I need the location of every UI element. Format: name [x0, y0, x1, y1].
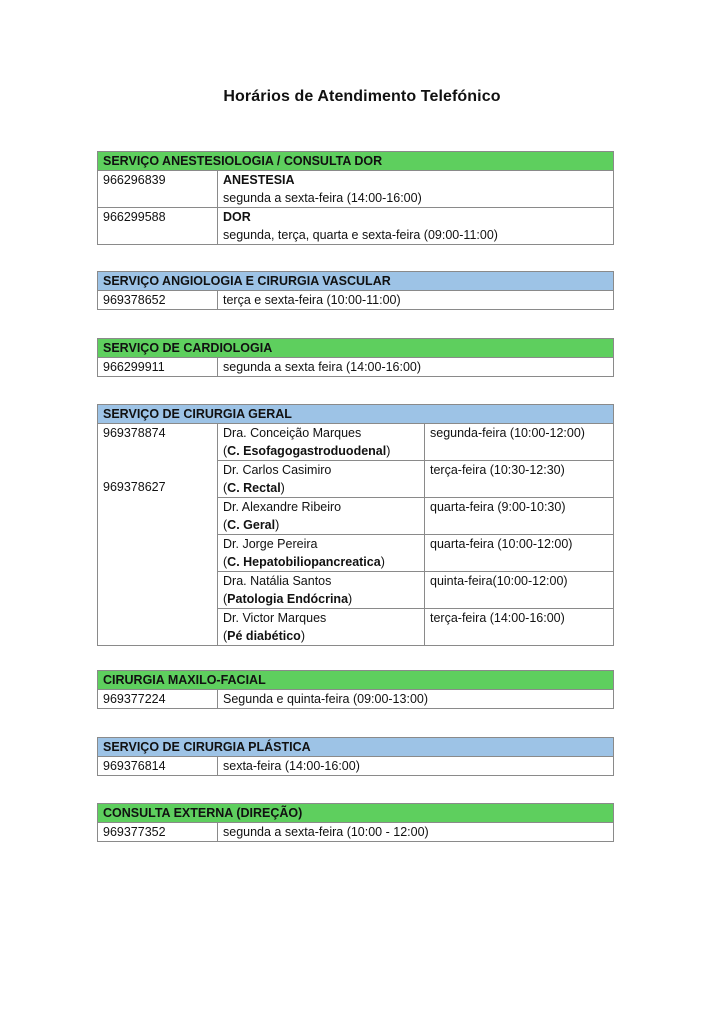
schedule: sexta-feira (14:00-16:00)	[218, 757, 614, 776]
doctor-cell: Dra. Conceição Marques (C. Esofagogastroduodenal)	[218, 424, 425, 461]
page-title: Horários de Atendimento Telefónico	[223, 88, 501, 105]
doctor-cell: Dr. Alexandre Ribeiro (C. Geral)	[218, 498, 425, 535]
schedule: segunda, terça, quarta e sexta-feira (09:00-11:00)	[223, 228, 498, 242]
section-consulta-externa	[97, 803, 614, 842]
service-name: ANESTESIA	[223, 173, 295, 187]
schedule: quarta-feira (9:00-10:30)	[425, 498, 614, 535]
phone-numbers-cell	[98, 424, 218, 646]
table-row	[98, 358, 614, 377]
schedule: terça e sexta-feira (10:00-11:00)	[218, 291, 614, 310]
table-row	[98, 208, 614, 245]
service-cell	[218, 171, 614, 208]
schedule: quarta-feira (10:00-12:00)	[425, 535, 614, 572]
table-row	[98, 757, 614, 776]
section-header: CONSULTA EXTERNA (DIREÇÃO)	[98, 804, 614, 823]
schedule: terça-feira (14:00-16:00)	[425, 609, 614, 646]
schedule: terça-feira (10:30-12:30)	[425, 461, 614, 498]
service-name: DOR	[223, 210, 251, 224]
phone-number: 966296839	[98, 171, 218, 208]
section-header: SERVIÇO DE CIRURGIA GERAL	[98, 405, 614, 424]
table-row	[98, 171, 614, 208]
doctor-specialty: C. Hepatobiliopancreatica	[227, 555, 381, 569]
schedule: segunda a sexta feira (14:00-16:00)	[218, 358, 614, 377]
schedule: segunda a sexta-feira (14:00-16:00)	[223, 191, 422, 205]
doctor-name: Dr. Victor Marques	[223, 611, 327, 625]
section-header: CIRURGIA MAXILO-FACIAL	[98, 671, 614, 690]
service-cell	[218, 208, 614, 245]
doctor-name: Dra. Natália Santos	[223, 574, 332, 588]
doctor-name: Dr. Carlos Casimiro	[223, 463, 332, 477]
section-header: SERVIÇO ANGIOLOGIA E CIRURGIA VASCULAR	[98, 272, 614, 291]
doctor-name: Dr. Jorge Pereira	[223, 537, 318, 551]
phone-number: 966299588	[98, 208, 218, 245]
doctor-cell: Dr. Victor Marques (Pé diabético)	[218, 609, 425, 646]
section-header: SERVIÇO DE CARDIOLOGIA	[98, 339, 614, 358]
section-maxilo-facial	[97, 670, 614, 709]
schedule: quinta-feira(10:00-12:00)	[425, 572, 614, 609]
schedule: segunda-feira (10:00-12:00)	[425, 424, 614, 461]
table-row	[98, 690, 614, 709]
doctor-name: Dr. Alexandre Ribeiro	[223, 500, 342, 514]
doctor-specialty: C. Geral	[227, 518, 276, 532]
table-row	[98, 424, 614, 461]
table-row	[98, 823, 614, 842]
phone-number: 969378627	[103, 480, 166, 494]
section-header: SERVIÇO DE CIRURGIA PLÁSTICA	[98, 738, 614, 757]
section-header: SERVIÇO ANESTESIOLOGIA / CONSULTA DOR	[98, 152, 614, 171]
section-cirurgia-geral	[97, 404, 614, 646]
doctor-cell: Dra. Natália Santos (Patologia Endócrina)	[218, 572, 425, 609]
section-angiologia	[97, 271, 614, 310]
schedule: Segunda e quinta-feira (09:00-13:00)	[218, 690, 614, 709]
phone-number: 969377224	[98, 690, 218, 709]
doctor-specialty: C. Esofagogastroduodenal	[227, 444, 387, 458]
doctor-cell: Dr. Jorge Pereira (C. Hepatobiliopancreatica)	[218, 535, 425, 572]
doctor-cell: Dr. Carlos Casimiro (C. Rectal)	[218, 461, 425, 498]
table-row	[98, 291, 614, 310]
doctor-specialty: Patologia Endócrina	[227, 592, 349, 606]
section-cardiologia	[97, 338, 614, 377]
doctor-specialty: C. Rectal	[227, 481, 281, 495]
phone-number: 966299911	[98, 358, 218, 377]
phone-number: 969377352	[98, 823, 218, 842]
phone-number: 969376814	[98, 757, 218, 776]
phone-number: 969378874	[103, 426, 166, 440]
section-anestesiologia	[97, 151, 614, 245]
schedule: segunda a sexta-feira (10:00 - 12:00)	[218, 823, 614, 842]
phone-number: 969378652	[98, 291, 218, 310]
doctor-specialty: Pé diabético	[227, 629, 301, 643]
section-cirurgia-plastica	[97, 737, 614, 776]
doctor-name: Dra. Conceição Marques	[223, 426, 362, 440]
